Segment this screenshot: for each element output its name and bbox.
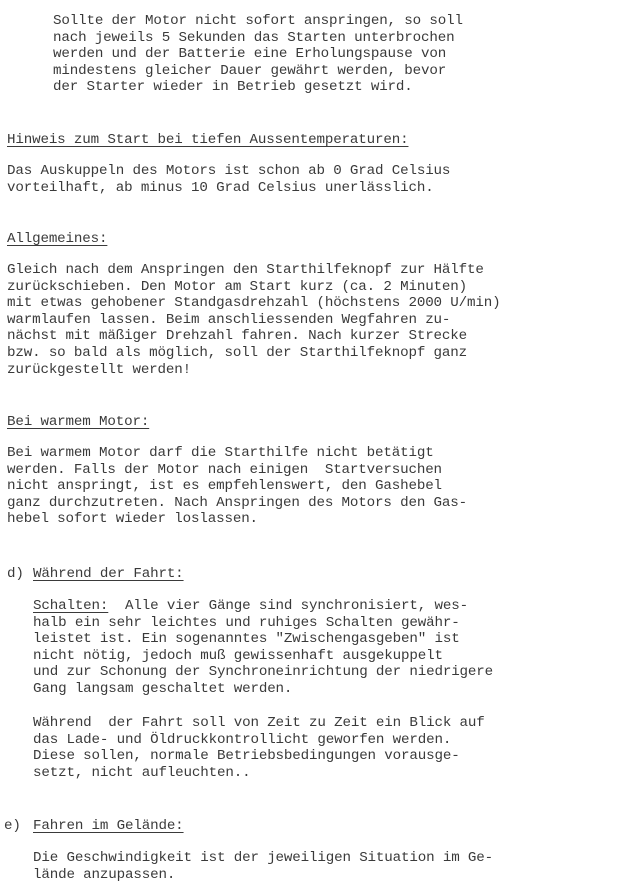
- warm-engine-heading-wrap: [7, 413, 149, 431]
- cold-start-heading: Hinweis zum Start bei tiefen Aussentemperaturen:: [7, 132, 409, 148]
- intro-line: mindestens gleicher Dauer gewährt werden, bevor: [53, 62, 447, 79]
- terrain-line: lände anzupassen.: [33, 866, 176, 883]
- intro-paragraph: [53, 13, 463, 96]
- terrain-paragraph: [33, 850, 493, 883]
- shifting-line: Gang langsam geschaltet werden.: [33, 680, 293, 697]
- shifting-line: nicht nötig, jedoch muß gewissenhaft ausgekuppelt: [33, 647, 443, 664]
- lights-line: Diese sollen, normale Betriebsbedingungen vorausge-: [33, 748, 460, 765]
- general-heading-wrap: [7, 230, 107, 248]
- general-line: zurückgestellt werden!: [7, 361, 192, 378]
- warm-engine-line: hebel sofort wieder loslassen.: [7, 511, 258, 528]
- lights-paragraph: [33, 715, 485, 781]
- shifting-first-line: [33, 598, 493, 615]
- warm-engine-line: Bei warmem Motor darf die Starthilfe nicht betätigt: [7, 445, 434, 461]
- cold-start-line: Das Auskuppeln des Motors ist schon ab 0 Grad Celsius: [7, 163, 451, 179]
- terrain-heading: Fahren im Gelände:: [33, 818, 184, 834]
- cold-start-paragraph: [7, 163, 450, 196]
- driving-heading: Während der Fahrt:: [33, 566, 184, 582]
- section-e-letter: e): [4, 818, 21, 834]
- warm-engine-line: ganz durchzutreten. Nach Anspringen des Motors den Gas-: [7, 494, 468, 511]
- general-line: bzw. so bald als möglich, soll der Starthilfeknopf ganz: [7, 344, 468, 361]
- warm-engine-line: nicht anspringt, ist es empfehlenswert, den Gashebel: [7, 478, 442, 495]
- shifting-line: halb ein sehr leichtes und ruhiges Schalten gewähr-: [33, 614, 460, 631]
- terrain-heading-wrap: [33, 817, 184, 835]
- intro-line: nach jeweils 5 Sekunden das Starten unterbrochen: [53, 29, 455, 46]
- intro-line: der Starter wieder in Betrieb gesetzt wird.: [53, 79, 413, 96]
- shifting-first-line-text: Alle vier Gänge sind synchronisiert, wes-: [108, 598, 468, 614]
- general-line: warmlaufen lassen. Beim anschliessenden Wegfahren zu-: [7, 311, 451, 328]
- cold-start-line: vorteilhaft, ab minus 10 Grad Celsius unerlässlich.: [7, 179, 434, 196]
- shifting-paragraph: [33, 598, 493, 698]
- section-d-letter: d): [7, 566, 24, 582]
- warm-engine-heading: Bei warmem Motor:: [7, 414, 150, 430]
- general-paragraph: [7, 262, 500, 378]
- shifting-label: Schalten:: [33, 598, 109, 614]
- intro-line: werden und der Batterie eine Erholungspause von: [53, 46, 447, 63]
- shifting-line: leistet ist. Ein sogenanntes "Zwischengasgeben" ist: [33, 631, 460, 648]
- cold-start-heading-wrap: [7, 131, 408, 149]
- general-line: zurückschieben. Den Motor am Start kurz (ca. 2 Minuten): [7, 278, 468, 295]
- driving-heading-wrap: [33, 565, 184, 583]
- shifting-line: und zur Schonung der Synchroneinrichtung der niedrigere: [33, 664, 494, 681]
- intro-line: Sollte der Motor nicht sofort anspringen, so soll: [53, 13, 463, 29]
- warm-engine-paragraph: [7, 445, 467, 528]
- general-line: Gleich nach dem Anspringen den Starthilfeknopf zur Hälfte: [7, 262, 484, 278]
- lights-line: das Lade- und Öldruckkontrollicht geworfen werden.: [33, 731, 452, 748]
- general-heading: Allgemeines:: [7, 231, 108, 247]
- general-line: nächst mit mäßiger Drehzahl fahren. Nach kurzer Strecke: [7, 328, 468, 345]
- lights-line: setzt, nicht aufleuchten..: [33, 764, 251, 781]
- warm-engine-line: werden. Falls der Motor nach einigen Startversuchen: [7, 461, 442, 478]
- terrain-line: Die Geschwindigkeit ist der jeweiligen Situation im Ge-: [33, 850, 494, 866]
- general-line: mit etwas gehobener Standgasdrehzahl (höchstens 2000 U/min): [7, 295, 501, 312]
- lights-line: Während der Fahrt soll von Zeit zu Zeit ein Blick auf: [33, 715, 485, 731]
